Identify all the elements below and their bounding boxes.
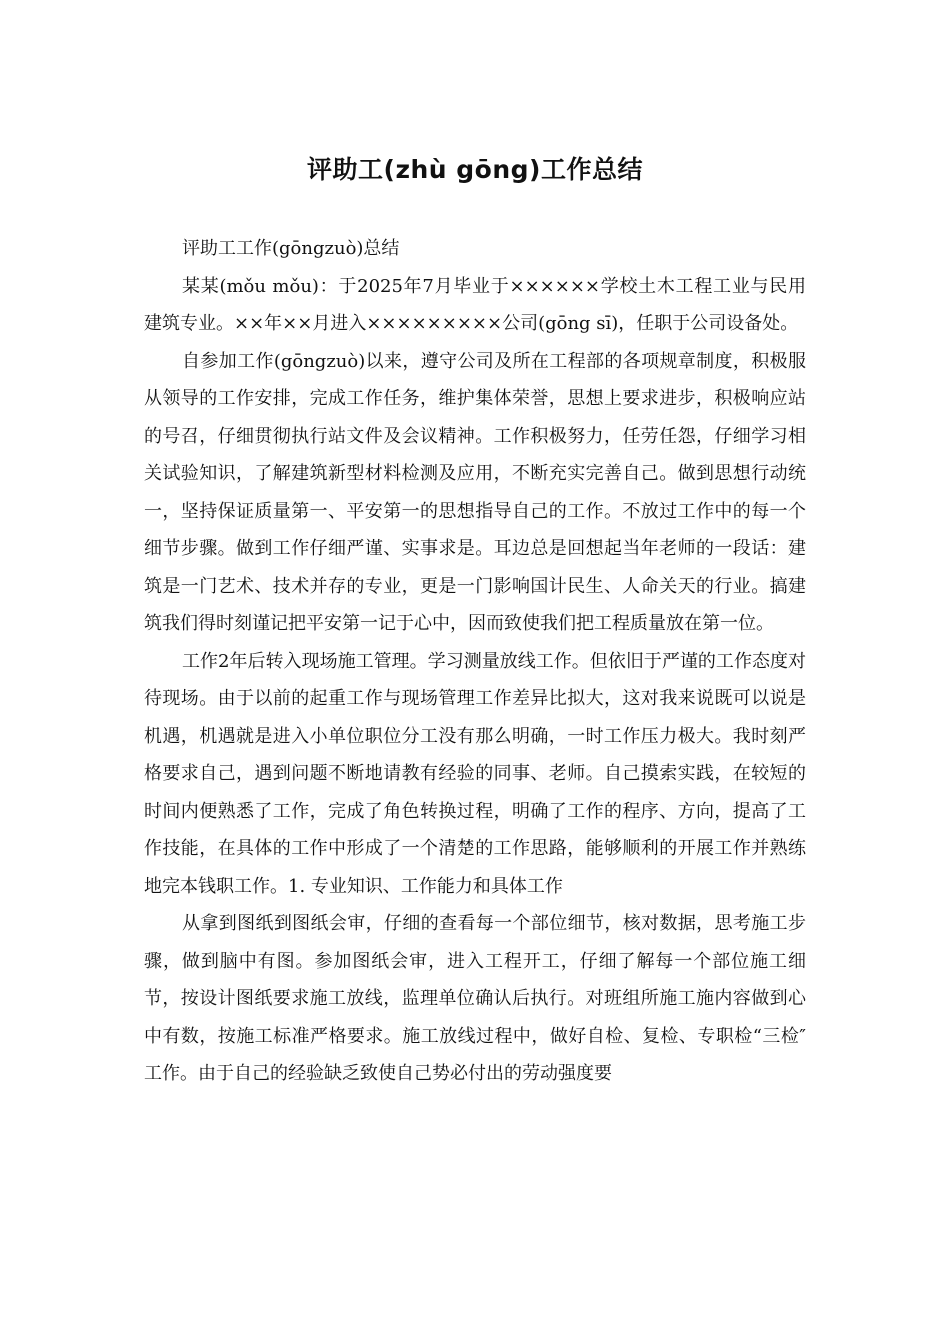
- paragraph-intro: 某某(mǒu mǒu)：于2025年7月毕业于××××××学校土木工程工业与民用建筑专业。××年××月进入×××××××××公司(gōng sī)，任职于公司设备处。: [144, 275, 806, 334]
- paragraph-site-management: 工作2年后转入现场施工管理。学习测量放线工作。但依旧于严谨的工作态度对待现场。由于以前的起重工作与现场管理工作差异比拟大，这对我来说既可以说是机遇，机遇就是进入小单位职位分工没有那么明确，一时工作压力极大。我时刻严格要求自己，遇到问题不断地请教有经验的同事、老师。自己摸索实践，在较短的时间内便熟悉了工作，完成了角色转换过程，明确了工作的程序、方向，提高了工作技能，在具体的工作中形成了一个清楚的工作思路，能够顺利的开展工作并熟练地完本钱职工作。1. 专业知识、工作能力和具体工作: [144, 650, 806, 897]
- document-title: 评助工(zhù gōng)工作总结: [307, 155, 643, 184]
- paragraph-attitude: 自参加工作(gōngzuò)以来，遵守公司及所在工程部的各项规章制度，积极服从领导的工作安排，完成工作任务，维护集体荣誉，思想上要求进步，积极响应站的号召，仔细贯彻执行站文件及会议精神。工作积极努力，任劳任怨，仔细学习相关试验知识，了解建筑新型材料检测及应用，不断充实完善自己。做到思想行动统一，坚持保证质量第一、平安第一的思想指导自己的工作。不放过工作中的每一个细节步骤。做到工作仔细严谨、实事求是。耳边总是回想起当年老师的一段话：建筑是一门艺术、技术并存的专业，更是一门影响国计民生、人命关天的行业。搞建筑我们得时刻谨记把平安第一记于心中，因而致使我们把工程质量放在第一位。: [144, 350, 806, 634]
- paragraph-subtitle: 评助工工作(gōngzuò)总结: [182, 238, 400, 259]
- paragraph-drawings: 从拿到图纸到图纸会审，仔细的查看每一个部位细节，核对数据，思考施工步骤，做到脑中有图。参加图纸会审，进入工程开工，仔细了解每一个部位施工细节，按设计图纸要求施工放线，监理单位确认后执行。对班组所施工施内容做到心中有数，按施工标准严格要求。施工放线过程中，做好自检、复检、专职检“三检″ 工作。由于自己的经验缺乏致使自己势必付出的劳动强度要: [144, 913, 806, 1084]
- document-body: [144, 230, 806, 1093]
